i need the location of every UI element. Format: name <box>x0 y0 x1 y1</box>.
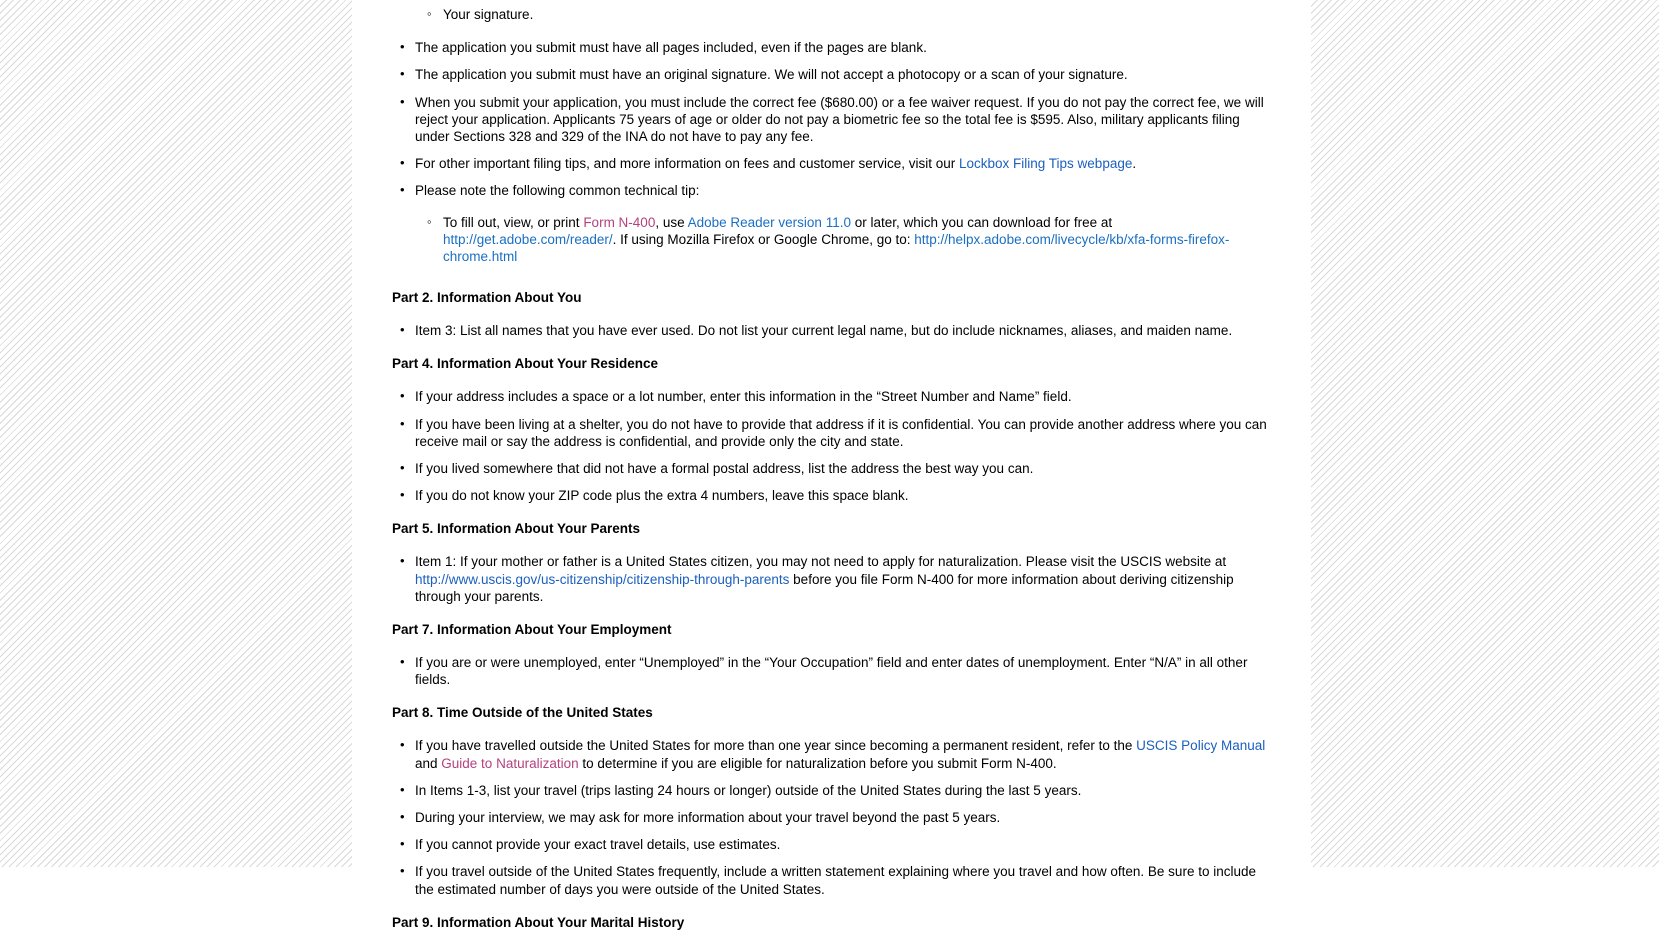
guide-to-naturalization-link[interactable]: Guide to Naturalization <box>441 755 579 771</box>
list-item <box>421 214 1277 266</box>
top-sub-list-block <box>421 6 1277 23</box>
document-content <box>352 6 1311 931</box>
bullet-text: The application you submit must have an original signature. We will not accept a photocopy or a scan of your signature. <box>415 67 1128 83</box>
spacer <box>392 638 1277 654</box>
filing-tips-suffix: . <box>1132 156 1137 172</box>
spacer <box>392 372 1277 388</box>
tech-tip-seg1: To fill out, view, or print <box>443 214 584 230</box>
citizenship-through-parents-link[interactable]: http://www.uscis.gov/us-citizenship/citizenship-through-parents <box>415 571 790 587</box>
sub-bullet-text: Your signature. <box>443 7 534 22</box>
list-item <box>392 66 1277 83</box>
part2-bullet-list <box>392 322 1277 339</box>
bullet-text: If your address includes a space or a lot number, enter this information in the “Street Number and Name” field. <box>415 389 1072 405</box>
lockbox-filing-tips-link[interactable]: Lockbox Filing Tips webpage <box>959 156 1133 172</box>
uscis-policy-manual-link[interactable]: USCIS Policy Manual <box>1136 738 1266 754</box>
spacer <box>392 537 1277 553</box>
part9-heading: Part 9. Information About Your Marital History <box>392 914 685 930</box>
bullet-text: When you submit your application, you must include the correct fee ($680.00) or a fee waiver request. If you do not pay the correct fee, we will reject your application. Applicants 75 years of age or older do not pay a biometric fee so the total fee is $595. Also, military applicants filing under Sections 328 and 329 of the INA do not have to pay any fee. <box>415 94 1264 145</box>
spacer <box>392 826 1277 836</box>
part2-heading: Part 2. Information About You <box>392 290 582 306</box>
spacer <box>392 406 1277 416</box>
document-page <box>352 0 1311 930</box>
list-item <box>392 416 1277 450</box>
top-sub-list <box>421 6 1277 23</box>
spacer <box>392 84 1277 94</box>
bullet-text: If you lived somewhere that did not have a formal postal address, list the address the best way you can. <box>415 461 1034 477</box>
list-item <box>392 388 1277 405</box>
spacer <box>392 477 1277 487</box>
list-item <box>392 782 1277 799</box>
spacer <box>392 898 1277 914</box>
spacer <box>392 605 1277 621</box>
filing-tips-prefix: For other important filing tips, and more information on fees and customer service, visit our <box>415 156 959 172</box>
part8-seg2: and <box>415 755 442 771</box>
spacer <box>392 688 1277 704</box>
list-item <box>392 322 1277 339</box>
spacer <box>392 23 1277 39</box>
bullet-text: If you cannot provide your exact travel details, use estimates. <box>415 837 781 853</box>
spacer <box>392 339 1277 355</box>
part1-bullet-list <box>392 39 1277 199</box>
list-item <box>392 39 1277 56</box>
spacer <box>392 853 1277 863</box>
part4-bullet-list <box>392 388 1277 504</box>
bullet-text: If you have been living at a shelter, you do not have to provide that address if it is confidential. You can provide another address where you can receive mail or say the address is confidential, and provide only the city and state. <box>415 416 1267 449</box>
list-item <box>392 654 1277 688</box>
list-item <box>392 460 1277 477</box>
bullet-text: If you do not know your ZIP code plus the extra 4 numbers, leave this space blank. <box>415 488 909 504</box>
technical-tip-block <box>421 214 1277 266</box>
list-item <box>392 737 1277 771</box>
spacer <box>392 772 1277 782</box>
bullet-text: Item 3: List all names that you have ever used. Do not list your current legal name, but do include nicknames, aliases, and maiden name. <box>415 323 1233 339</box>
part5-seg2: before you file Form N-400 for more information about deriving citizenship through your parents. <box>415 571 1234 604</box>
bullet-text: The application you submit must have all pages included, even if the pages are blank. <box>415 40 927 56</box>
tech-tip-seg3: or later, which you can download for free at <box>850 214 1113 230</box>
spacer <box>392 172 1277 182</box>
part7-heading: Part 7. Information About Your Employment <box>392 622 672 638</box>
part5-heading: Part 5. Information About Your Parents <box>392 521 641 537</box>
left-gutter <box>0 0 352 867</box>
adobe-reader-download-link[interactable]: http://get.adobe.com/reader/ <box>443 231 613 247</box>
form-n400-link[interactable]: Form N-400 <box>583 214 656 230</box>
list-item <box>392 553 1277 605</box>
tech-tip-seg4: . If using Mozilla Firefox or Google Chrome, go to: <box>612 231 915 247</box>
spacer <box>392 504 1277 520</box>
part8-heading: Part 8. Time Outside of the United States <box>392 705 653 721</box>
bullet-text: If you travel outside of the United States frequently, include a written statement explaining where you travel and how often. Be sure to include the estimated number of days you were outside of the United States. <box>415 864 1256 897</box>
list-item <box>392 863 1277 897</box>
adobe-xfa-forms-link[interactable]: http://helpx.adobe.com/livecycle/kb/xfa-forms-firefox-chrome.html <box>443 231 1230 265</box>
technical-tip-intro: Please note the following common technical tip: <box>415 183 700 199</box>
bullet-text: During your interview, we may ask for more information about your travel beyond the past 5 years. <box>415 810 1001 826</box>
list-item <box>392 487 1277 504</box>
spacer <box>392 799 1277 809</box>
list-item <box>392 809 1277 826</box>
spacer <box>392 145 1277 155</box>
part8-bullet-list <box>392 737 1277 897</box>
tech-tip-seg2: , use <box>655 214 688 230</box>
adobe-reader-link[interactable]: Adobe Reader version 11.0 <box>687 214 851 230</box>
spacer <box>392 450 1277 460</box>
spacer <box>392 306 1277 322</box>
list-item <box>392 94 1277 146</box>
part5-seg1: Item 1: If your mother or father is a United States citizen, you may not need to apply for naturalization. Please visit the USCIS website at <box>415 554 1227 570</box>
list-item <box>392 182 1277 199</box>
part8-seg3: to determine if you are eligible for naturalization before you submit Form N-400. <box>578 755 1057 771</box>
list-item <box>392 155 1277 172</box>
right-gutter <box>1311 0 1659 867</box>
list-item <box>392 836 1277 853</box>
list-item <box>421 6 1277 23</box>
spacer <box>392 721 1277 737</box>
part4-heading: Part 4. Information About Your Residence <box>392 356 659 372</box>
technical-tip-list <box>421 214 1277 266</box>
part8-seg1: If you have travelled outside the United States for more than one year since becoming a permanent resident, refer to the <box>415 738 1137 754</box>
spacer <box>392 56 1277 66</box>
spacer <box>392 265 1277 289</box>
part5-bullet-list <box>392 553 1277 605</box>
part7-bullet-list <box>392 654 1277 688</box>
bullet-text: In Items 1-3, list your travel (trips lasting 24 hours or longer) outside of the United States during the last 5 years. <box>415 782 1082 798</box>
bullet-text: If you are or were unemployed, enter “Unemployed” in the “Your Occupation” field and enter dates of unemployment. Enter “N/A” in all other fields. <box>415 655 1248 688</box>
